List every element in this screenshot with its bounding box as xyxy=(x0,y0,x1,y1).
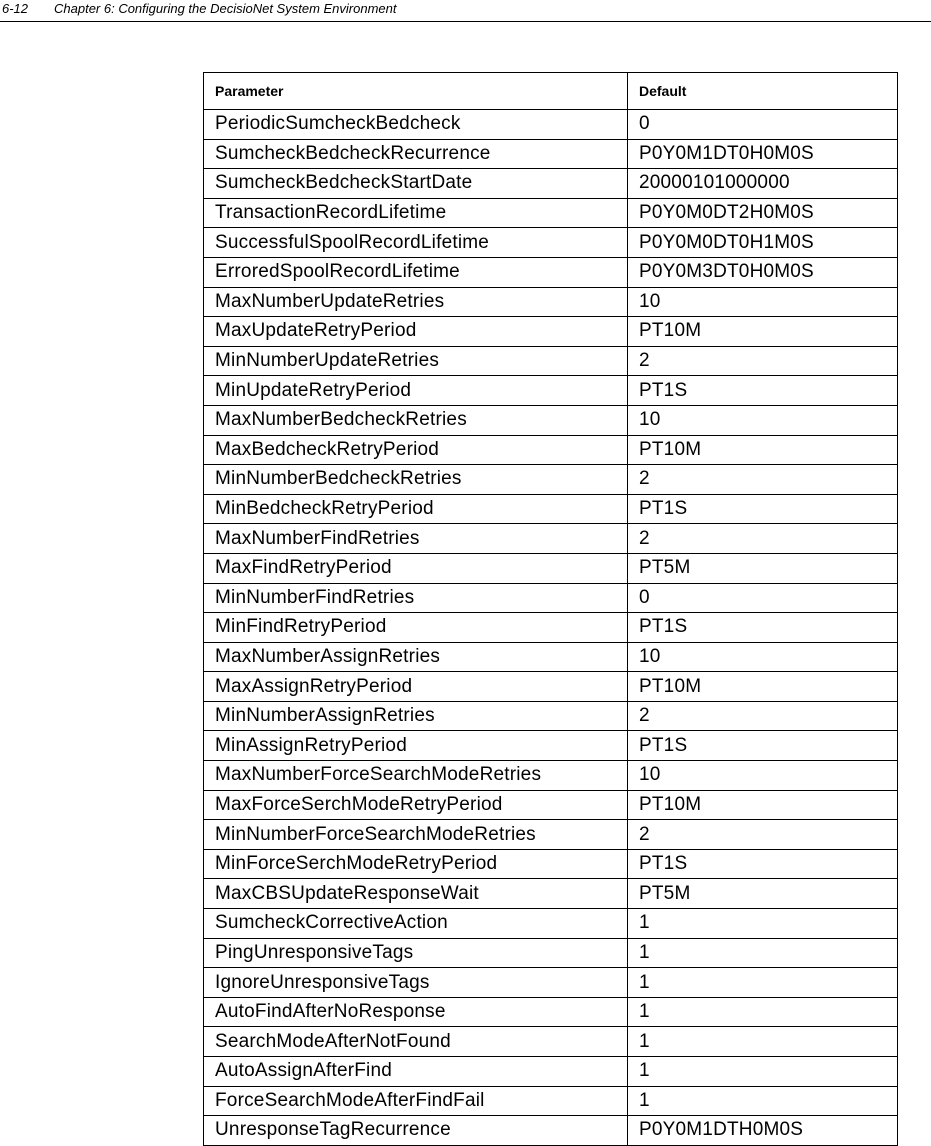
parameter-name-cell: SearchModeAfterNotFound xyxy=(204,1027,628,1057)
parameter-name-cell: SumcheckBedcheckStartDate xyxy=(204,169,628,199)
table-row xyxy=(204,376,898,406)
default-value-cell: PT10M xyxy=(628,672,898,702)
table-row xyxy=(204,997,898,1027)
parameter-name-cell: MinBedcheckRetryPeriod xyxy=(204,494,628,524)
default-value-cell: 1 xyxy=(628,938,898,968)
parameter-name-cell: MinNumberUpdateRetries xyxy=(204,346,628,376)
table-row xyxy=(204,790,898,820)
default-value-cell: PT1S xyxy=(628,494,898,524)
table-row xyxy=(204,139,898,169)
default-value-cell: PT1S xyxy=(628,849,898,879)
default-value-cell: 2 xyxy=(628,465,898,495)
parameter-name-cell: MinNumberAssignRetries xyxy=(204,701,628,731)
parameter-table xyxy=(203,72,898,1146)
default-value-cell: P0Y0M1DTH0M0S xyxy=(628,1116,898,1146)
default-value-cell: 1 xyxy=(628,1086,898,1116)
parameter-name-cell: MaxAssignRetryPeriod xyxy=(204,672,628,702)
parameter-name-cell: MaxUpdateRetryPeriod xyxy=(204,317,628,347)
parameter-name-cell: PingUnresponsiveTags xyxy=(204,938,628,968)
table-row xyxy=(204,553,898,583)
parameter-name-cell: SuccessfulSpoolRecordLifetime xyxy=(204,228,628,258)
parameter-name-cell: MaxNumberUpdateRetries xyxy=(204,287,628,317)
parameter-name-cell: PeriodicSumcheckBedcheck xyxy=(204,110,628,140)
default-value-cell: PT5M xyxy=(628,553,898,583)
table-row xyxy=(204,583,898,613)
parameter-name-cell: MaxFindRetryPeriod xyxy=(204,553,628,583)
default-value-cell: 0 xyxy=(628,583,898,613)
table-row xyxy=(204,1027,898,1057)
default-value-cell: PT1S xyxy=(628,376,898,406)
table-row xyxy=(204,761,898,791)
table-row xyxy=(204,465,898,495)
default-value-cell: P0Y0M1DT0H0M0S xyxy=(628,139,898,169)
default-value-cell: PT1S xyxy=(628,613,898,643)
table-row xyxy=(204,1057,898,1087)
parameter-name-cell: MinNumberForceSearchModeRetries xyxy=(204,820,628,850)
column-header-parameter: Parameter xyxy=(204,73,628,110)
table-row xyxy=(204,909,898,939)
default-value-cell: 10 xyxy=(628,287,898,317)
default-value-cell: P0Y0M3DT0H0M0S xyxy=(628,257,898,287)
default-value-cell: P0Y0M0DT2H0M0S xyxy=(628,198,898,228)
default-value-cell: PT5M xyxy=(628,879,898,909)
parameter-name-cell: AutoAssignAfterFind xyxy=(204,1057,628,1087)
parameter-name-cell: SumcheckCorrectiveAction xyxy=(204,909,628,939)
table-header-row xyxy=(204,73,898,110)
table-row xyxy=(204,938,898,968)
parameter-name-cell: MaxBedcheckRetryPeriod xyxy=(204,435,628,465)
table-row xyxy=(204,968,898,998)
parameter-name-cell: MinNumberBedcheckRetries xyxy=(204,465,628,495)
table-row xyxy=(204,228,898,258)
table-row xyxy=(204,642,898,672)
parameter-name-cell: AutoFindAfterNoResponse xyxy=(204,997,628,1027)
page-header xyxy=(0,0,931,22)
default-value-cell: 20000101000000 xyxy=(628,169,898,199)
table-row xyxy=(204,435,898,465)
table-row xyxy=(204,672,898,702)
default-value-cell: PT1S xyxy=(628,731,898,761)
default-value-cell: PT10M xyxy=(628,317,898,347)
table-row xyxy=(204,346,898,376)
default-value-cell: 10 xyxy=(628,761,898,791)
parameter-name-cell: ForceSearchModeAfterFindFail xyxy=(204,1086,628,1116)
table-row xyxy=(204,317,898,347)
page-number: 6-12 xyxy=(2,1,29,16)
default-value-cell: 1 xyxy=(628,968,898,998)
table-row xyxy=(204,494,898,524)
table-row xyxy=(204,169,898,199)
table-row xyxy=(204,879,898,909)
parameter-name-cell: MaxNumberBedcheckRetries xyxy=(204,405,628,435)
default-value-cell: PT10M xyxy=(628,790,898,820)
table-row xyxy=(204,820,898,850)
table-row xyxy=(204,731,898,761)
default-value-cell: 10 xyxy=(628,642,898,672)
parameter-name-cell: ErroredSpoolRecordLifetime xyxy=(204,257,628,287)
parameter-name-cell: MinAssignRetryPeriod xyxy=(204,731,628,761)
default-value-cell: 1 xyxy=(628,909,898,939)
table-row xyxy=(204,257,898,287)
parameter-name-cell: MaxNumberFindRetries xyxy=(204,524,628,554)
parameter-name-cell: TransactionRecordLifetime xyxy=(204,198,628,228)
default-value-cell: 2 xyxy=(628,701,898,731)
table-row xyxy=(204,110,898,140)
table-row xyxy=(204,405,898,435)
default-value-cell: 2 xyxy=(628,820,898,850)
parameter-name-cell: MaxForceSerchModeRetryPeriod xyxy=(204,790,628,820)
table-row xyxy=(204,198,898,228)
parameter-name-cell: MaxCBSUpdateResponseWait xyxy=(204,879,628,909)
table-row xyxy=(204,524,898,554)
default-value-cell: P0Y0M0DT0H1M0S xyxy=(628,228,898,258)
table-body xyxy=(204,110,898,1146)
chapter-title: Chapter 6: Configuring the DecisioNet System Environment xyxy=(54,1,397,16)
parameter-name-cell: MinUpdateRetryPeriod xyxy=(204,376,628,406)
default-value-cell: 1 xyxy=(628,1027,898,1057)
parameter-name-cell: MaxNumberForceSearchModeRetries xyxy=(204,761,628,791)
parameter-name-cell: UnresponseTagRecurrence xyxy=(204,1116,628,1146)
default-value-cell: 10 xyxy=(628,405,898,435)
default-value-cell: 2 xyxy=(628,524,898,554)
table-row xyxy=(204,1116,898,1146)
table-row xyxy=(204,613,898,643)
parameter-name-cell: IgnoreUnresponsiveTags xyxy=(204,968,628,998)
table-row xyxy=(204,1086,898,1116)
default-value-cell: PT10M xyxy=(628,435,898,465)
parameter-name-cell: MinForceSerchModeRetryPeriod xyxy=(204,849,628,879)
default-value-cell: 0 xyxy=(628,110,898,140)
parameter-name-cell: MaxNumberAssignRetries xyxy=(204,642,628,672)
parameter-name-cell: MinFindRetryPeriod xyxy=(204,613,628,643)
table-row xyxy=(204,849,898,879)
parameter-name-cell: MinNumberFindRetries xyxy=(204,583,628,613)
default-value-cell: 1 xyxy=(628,997,898,1027)
default-value-cell: 1 xyxy=(628,1057,898,1087)
parameter-name-cell: SumcheckBedcheckRecurrence xyxy=(204,139,628,169)
column-header-default: Default xyxy=(628,73,898,110)
table-row xyxy=(204,701,898,731)
table-row xyxy=(204,287,898,317)
default-value-cell: 2 xyxy=(628,346,898,376)
